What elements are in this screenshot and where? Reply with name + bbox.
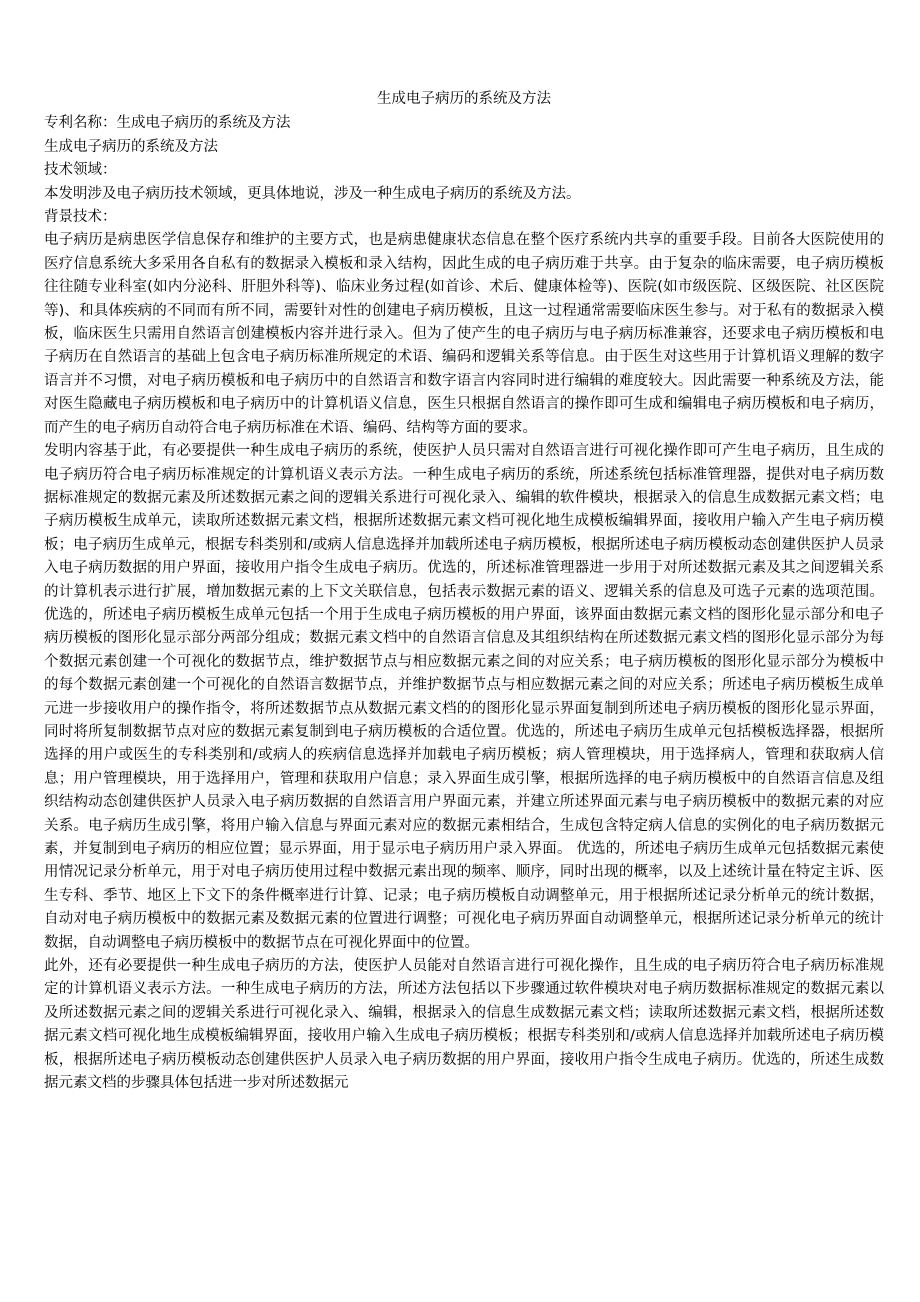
background-heading: 背景技术： bbox=[44, 209, 117, 226]
technical-field-heading: 技术领域： bbox=[44, 162, 117, 179]
patent-name: 专利名称：生成电子病历的系统及方法 bbox=[44, 115, 291, 132]
summary-paragraph: 发明内容基于此，有必要提供一种生成电子病历的系统，使医护人员只需对自然语言进行可视化操作即可产生电子病历，且生成的电子病历符合电子病历标准规定的计算机语义表示方法。一种生成电子病历的系统，所述系统包括标准管理器，提供对电子病历数据标准规定的数据元素及所述数据元素之间的逻辑关系进行可视化录入、编辑的软件模块，根据录入的信息生成数据元素文档；电子病历模板生成单元，读取所述数据元素文档，根据所述数据元素文档可视化地生成模板编辑界面，接收用户输入产生电子病历模板；电子病历生成单元，根据专科类别和/或病人信息选择并加载所述电子病历模板，根据所述电子病历模板动态创建供医护人员录入电子病历数据的用户界面，接收用户指令生成电子病历。优选的，所述标准管理器进一步用于对所述数据元素及其之间逻辑关系的计算机表示进行扩展，增加数据元素的上下文关联信息，包括表示数据元素的语义、逻辑关系的信息及可选子元素的选项范围。优选的，所述电子病历模板生成单元包括一个用于生成电子病历模板的用户界面，该界面由数据元素文档的图形化显示部分和电子病历模板的图形化显示部分两部分组成；数据元素文档中的自然语言信息及其组织结构在所述数据元素文档的图形化显示部分为每个数据元素创建一个可视化的数据节点，维护数据节点与相应数据元素之间的对应关系；电子病历模板的图形化显示部分为模板中的每个数据元素创建一个可视化的自然语言数据节点，并维护数据节点与相应数据元素之间的对应关系；所述电子病历模板生成单元进一步接收用户的操作指令，将所述数据节点从数据元素文档的的图形化显示界面复制到所述电子病历模板的图形化显示界面，同时将所复制数据节点对应的数据元素复制到电子病历模板的合适位置。优选的，所述电子病历生成单元包括模板选择器，根据所选择的用户或医生的专科类别和/或病人的疾病信息选择并加载电子病历模板；病人管理模块，用于选择病人，管理和获取病人信息；用户管理模块，用于选择用户，管理和获取用户信息；录入界面生成引擎，根据所选择的电子病历模板中的自然语言信息及组织结构动态创建供医护人员录入电子病历数据的自然语言用户界面元素，并建立所述界面元素与电子病历模板中的数据元素的对应关系。电子病历生成引擎，将用户输入信息与界面元素对应的数据元素相结合，生成包含特定病人信息的实例化的电子病历数据元素，并复制到电子病历的相应位置；显示界面，用于显示电子病历用户录入界面。 优选的，所述电子病历生成单元包括数据元素使用情况记录分析单元，用于对电子病历使用过程中数据元素出现的频率、顺序，同时出现的概率，以及上述统计量在特定主诉、医生专科、季节、地区上下文下的条件概率进行计算、记录；电子病历模板自动调整单元，用于根据所述记录分析单元的统计数据，自动对电子病历模板中的数据元素及数据元素的位置进行调整；可视化电子病历界面自动调整单元，根据所述记录分析单元的统计数据，自动调整电子病历模板中的数据节点在可视化界面中的位置。 bbox=[44, 443, 884, 951]
technical-field-text: 本发明涉及电子病历技术领域，更具体地说，涉及一种生成电子病历的系统及方法。 bbox=[44, 185, 581, 202]
document-subtitle: 生成电子病历的系统及方法 bbox=[44, 138, 218, 155]
background-paragraph: 电子病历是病患医学信息保存和维护的主要方式，也是病患健康状态信息在整个医疗系统内共享的重要手段。目前各大医院使用的医疗信息系统大多采用各自私有的数据录入模板和录入结构，因此生成的电子病历难于共享。由于复杂的临床需要，电子病历模板往往随专业科室(如内分泌科、肝胆外科等)、临床业务过程(如首诊、术后、健康体检等)、医院(如市级医院、区级医院、社区医院 等)、和具体疾病的不同而有所不同，需要针对性的创建电子病历模板，且这一过程通常需要临床医生参与。对于私有的数据录入模板，临床医生只需用自然语言创建模板内容并进行录入。但为了使产生的电子病历与电子病历标准兼容，还要求电子病历模板和电子病历在自然语言的基础上包含电子病历标准所规定的术语、编码和逻辑关系等信息。由于医生对这些用于计算机语义理解的数字语言并不习惯，对电子病历模板和电子病历中的自然语言和数字语言内容同时进行编辑的难度较大。因此需要一种系统及方法，能对医生隐藏电子病历模板和电子病历中的计算机语义信息，医生只根据自然语言的操作即可生成和编辑电子病历模板和电子病历，而产生的电子病历自动符合电子病历标准在术语、编码、结构等方面的要求。 bbox=[44, 232, 884, 436]
document-page bbox=[44, 88, 884, 1095]
method-paragraph: 此外，还有必要提供一种生成电子病历的方法，使医护人员能对自然语言进行可视化操作，且生成的电子病历符合电子病历标准规定的计算机语义表示方法。一种生成电子病历的方法，所述方法包括以下步骤通过软件模块对电子病历数据标准规定的数据元素以及所述数据元素之间的逻辑关系进行可视化录入、编辑，根据录入的信息生成数据元素文档；读取所述数据元素文档，根据所述数据元素文档可视化地生成模板编辑界面，接收用户输入生成电子病历模板；根据专科类别和/或病人信息选择并加载所述电子病历模板，根据所述电子病历模板动态创建供医护人员录入电子病历数据的用户界面，接收用户指令生成电子病历。优选的，所述生成数据元素文档的步骤具体包括进一步对所述数据元 bbox=[44, 958, 884, 1092]
document-title: 生成电子病历的系统及方法 bbox=[377, 91, 551, 107]
